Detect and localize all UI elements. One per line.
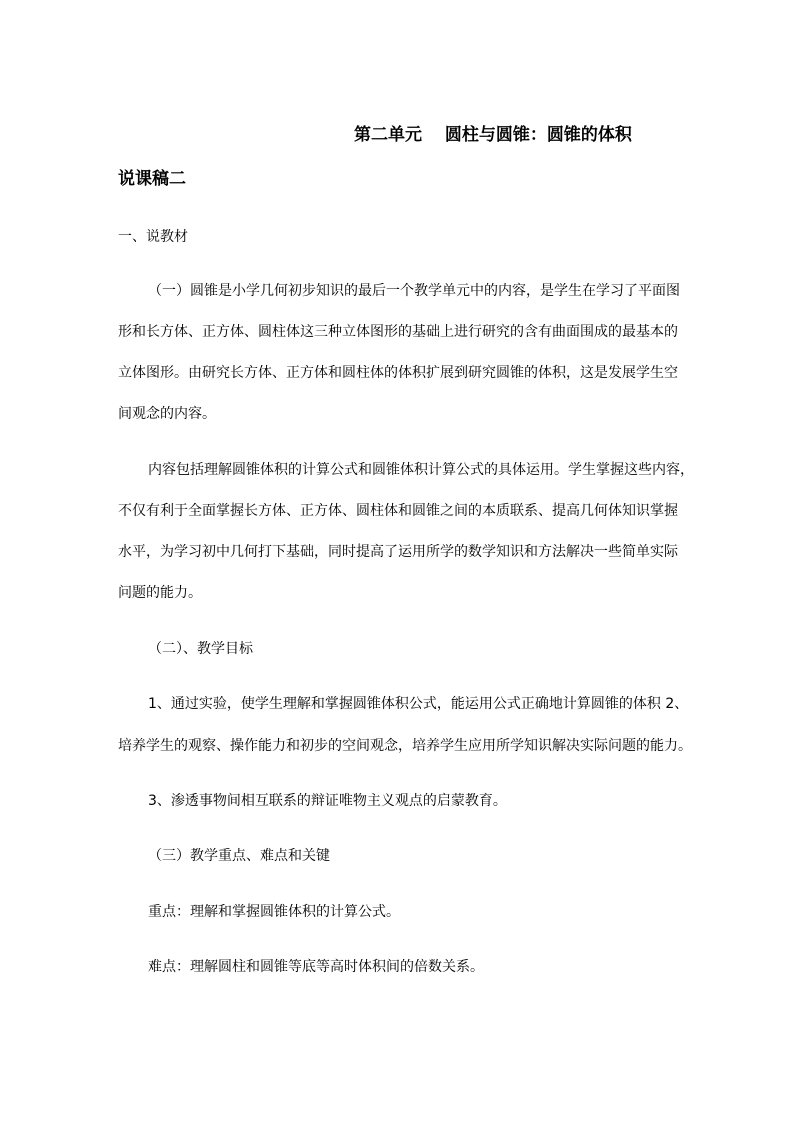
paragraph-line: 立体图形。由研究长方体、正方体和圆柱体的体积扩展到研究圆锥的体积，这是发展学生空 (118, 365, 678, 381)
paragraph-line: 重点：理解和掌握圆锥体积的计算公式。 (148, 904, 400, 920)
document-subtitle: 说课稿二 (118, 169, 186, 189)
paragraph-line: （一）圆锥是小学几何初步知识的最后一个教学单元中的内容，是学生在学习了平面图 (148, 283, 680, 299)
paragraph-line: 难点：理解圆柱和圆锥等底等高时体积间的倍数关系。 (148, 959, 484, 975)
paragraph-line: 问题的能力。 (118, 585, 202, 601)
paragraph-line: 水平，为学习初中几何打下基础，同时提高了运用所学的数学知识和方法解决一些简单实际 (118, 544, 678, 560)
paragraph-line: 不仅有利于全面掌握长方体、正方体、圆柱体和圆锥之间的本质联系、提高几何体知识掌握 (118, 503, 678, 519)
paragraph-line: 形和长方体、正方体、圆柱体这三种立体图形的基础上进行研究的含有曲面围成的最基本的 (118, 324, 678, 340)
subsection-heading: （三）教学重点、难点和关键 (148, 848, 330, 864)
paragraph-line: 1、通过实验，使学生理解和掌握圆锥体积公式，能运用公式正确地计算圆锥的体积 2、 (148, 696, 689, 712)
section-heading: 一、说教材 (118, 229, 188, 245)
document-title: 第二单元 圆柱与圆锥：圆锥的体积 (354, 125, 632, 145)
paragraph-line: 3、渗透事物间相互联系的辩证唯物主义观点的启蒙教育。 (148, 793, 507, 809)
paragraph-line: 培养学生的观察、操作能力和初步的空间观念，培养学生应用所学知识解决实际问题的能力。 (118, 738, 692, 754)
paragraph-line: 间观念的内容。 (118, 406, 216, 422)
subsection-heading: （二）、教学目标 (148, 641, 253, 657)
paragraph-line: 内容包括理解圆锥体积的计算公式和圆锥体积计算公式的具体运用。学生掌握这些内容， (148, 462, 694, 478)
